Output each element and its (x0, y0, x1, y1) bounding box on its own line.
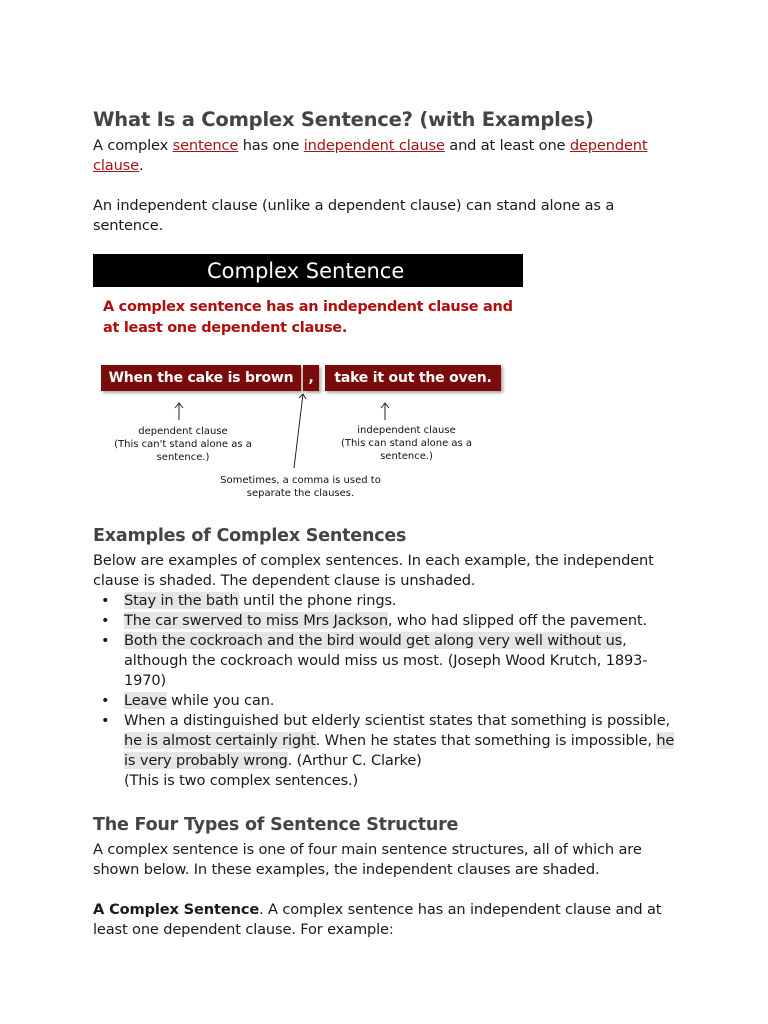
citation-text: . (Arthur C. Clarke) (287, 752, 422, 769)
figure-description: A complex sentence has an independent clause and at least one dependent clause. (103, 299, 513, 336)
intro-text-3: and at least one (444, 137, 570, 154)
four-types-intro: A complex sentence is one of four main sentence structures, all of which are shown below. In these examples, the independent clauses are shaded. (93, 841, 642, 878)
independent-clause-note: An independent clause (unlike a dependent clause) can stand alone as a sentence. (93, 197, 615, 234)
independent-clause-shaded: he is almost certainly right (124, 732, 316, 749)
independent-clause-shaded: Leave (124, 692, 167, 709)
dependent-clause-text: until the phone rings. (238, 592, 397, 609)
figure-arrows (93, 254, 523, 502)
bullet-icon: • (101, 632, 110, 649)
sentence-link[interactable]: sentence (172, 137, 239, 154)
page-title: What Is a Complex Sentence? (with Examples) (93, 108, 594, 131)
complex-sentence-definition (93, 900, 683, 940)
intro-paragraph (93, 136, 683, 176)
comma-label: Sometimes, a comma is used to separate the clauses. (220, 475, 381, 499)
dependent-clause-text: When a distinguished but elderly scientist states that something is possible, (124, 712, 671, 729)
dependent-clause-box: When the cake is brown (101, 365, 301, 391)
complex-sentence-figure (93, 254, 523, 502)
dependent-clause-text: , who had slipped off the pavement. (387, 612, 647, 629)
comma-arrow-icon (294, 394, 303, 468)
examples-heading: Examples of Complex Sentences (93, 526, 407, 546)
dependent-clause-text: . When he states that something is impossible, (315, 732, 657, 749)
dependent-clause-link[interactable]: dependent clause (93, 137, 648, 174)
independent-clause-shaded: Stay in the bath (124, 592, 239, 609)
dependent-clause-text: , although the cockroach would miss us most. (Joseph Wood Krutch, 1893-1970) (124, 632, 648, 689)
figure-title: Complex Sentence (207, 259, 405, 283)
complex-sentence-term: A Complex Sentence (93, 901, 260, 918)
list-item (93, 631, 683, 691)
list-item (93, 711, 683, 791)
dependent-clause-label: dependent clause (This can't stand alone as a sentence.) (114, 426, 252, 463)
dependent-clause-text: while you can. (166, 692, 275, 709)
bullet-icon: • (101, 692, 110, 709)
bullet-icon: • (101, 712, 110, 729)
independent-clause-shaded: The car swerved to miss Mrs Jackson (124, 612, 388, 629)
intro-text-2: has one (238, 137, 304, 154)
two-sentences-note: (This is two complex sentences.) (124, 772, 359, 789)
bullet-icon: • (101, 592, 110, 609)
bullet-icon: • (101, 612, 110, 629)
independent-clause-box: take it out the oven. (325, 365, 501, 391)
intro-text-4: . (138, 157, 144, 174)
independent-clause-label: independent clause (This can stand alone as a sentence.) (340, 425, 473, 462)
independent-clause-link[interactable]: independent clause (303, 137, 445, 154)
examples-list (93, 591, 683, 791)
document-content (93, 107, 683, 940)
independent-clause-shaded: he is very probably wrong (124, 732, 675, 769)
examples-intro: Below are examples of complex sentences. In each example, the independent clause is shaded. The dependent clause is unshaded. (93, 552, 654, 589)
complex-sentence-definition-text: . A complex sentence has an independent clause and at least one dependent clause. For example: (93, 901, 662, 938)
independent-clause-shaded: Both the cockroach and the bird would get along very well without us (124, 632, 623, 649)
list-item (93, 691, 683, 711)
four-types-heading: The Four Types of Sentence Structure (93, 815, 459, 835)
list-item (93, 591, 683, 611)
intro-text-1: A complex (93, 137, 173, 154)
list-item (93, 611, 683, 631)
comma-box: , (303, 365, 319, 391)
